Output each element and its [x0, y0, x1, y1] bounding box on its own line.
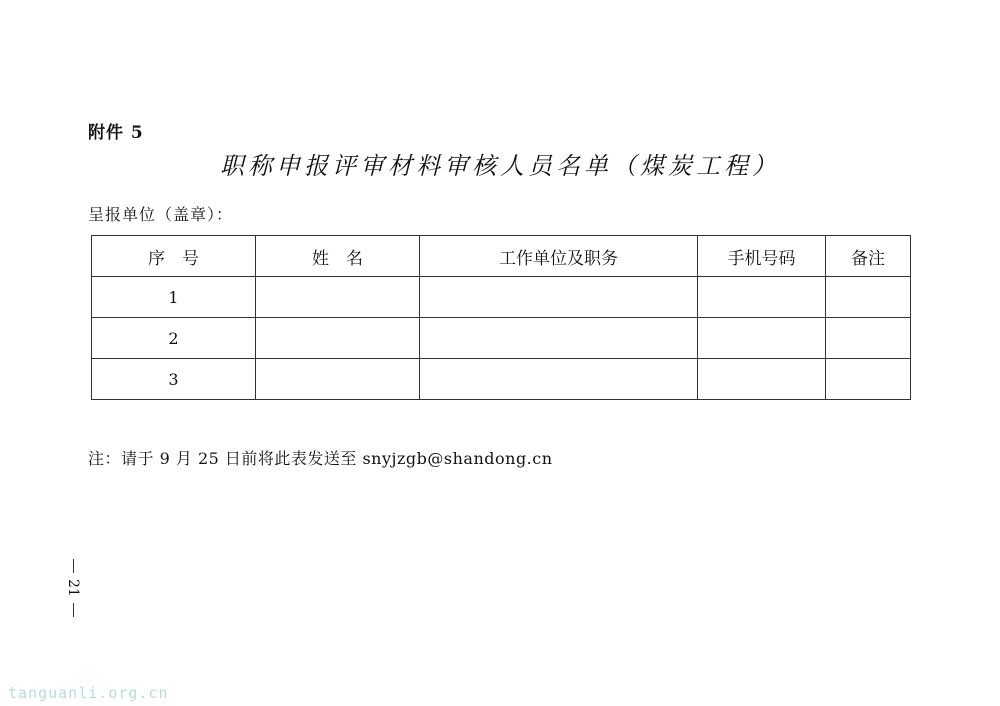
table-cell-employer-position [420, 318, 698, 359]
attachment-label: 附件 5 [88, 123, 144, 143]
table-cell-employer-position [420, 359, 698, 400]
table-cell-remarks [826, 318, 911, 359]
table-cell-remarks [826, 277, 911, 318]
table-row [92, 318, 911, 359]
table-row [92, 277, 911, 318]
table-cell-remarks [826, 359, 911, 400]
table-row [92, 359, 911, 400]
page-number-text: 21 [65, 579, 81, 597]
table-cell-phone [698, 359, 826, 400]
table-cell-name [256, 359, 420, 400]
document-title: 职称申报评审材料审核人员名单（煤炭工程） [220, 152, 780, 180]
table-header-row [92, 236, 911, 277]
table-cell-name [256, 318, 420, 359]
column-header-employer-position: 工作单位及职务 [420, 236, 698, 277]
page-number-dash-top [73, 559, 74, 573]
table-cell-phone [698, 318, 826, 359]
table-cell-seq: 1 [92, 277, 256, 318]
submission-note: 注：请于 9 月 25 日前将此表发送至 snyjzgb@shandong.cn [88, 449, 553, 468]
page-number-dash-bottom [73, 603, 74, 617]
column-header-name: 姓 名 [256, 236, 420, 277]
column-header-remarks: 备注 [826, 236, 911, 277]
column-header-phone: 手机号码 [698, 236, 826, 277]
table-cell-name [256, 277, 420, 318]
column-header-seq: 序 号 [92, 236, 256, 277]
site-watermark: tanguanli.org.cn [8, 684, 169, 702]
reviewer-roster-table [91, 235, 911, 400]
submit-unit-label: 呈报单位（盖章）： [88, 205, 234, 224]
table-cell-employer-position [420, 277, 698, 318]
table-cell-seq: 3 [92, 359, 256, 400]
table-cell-seq: 2 [92, 318, 256, 359]
table-cell-phone [698, 277, 826, 318]
page-number [58, 548, 88, 628]
